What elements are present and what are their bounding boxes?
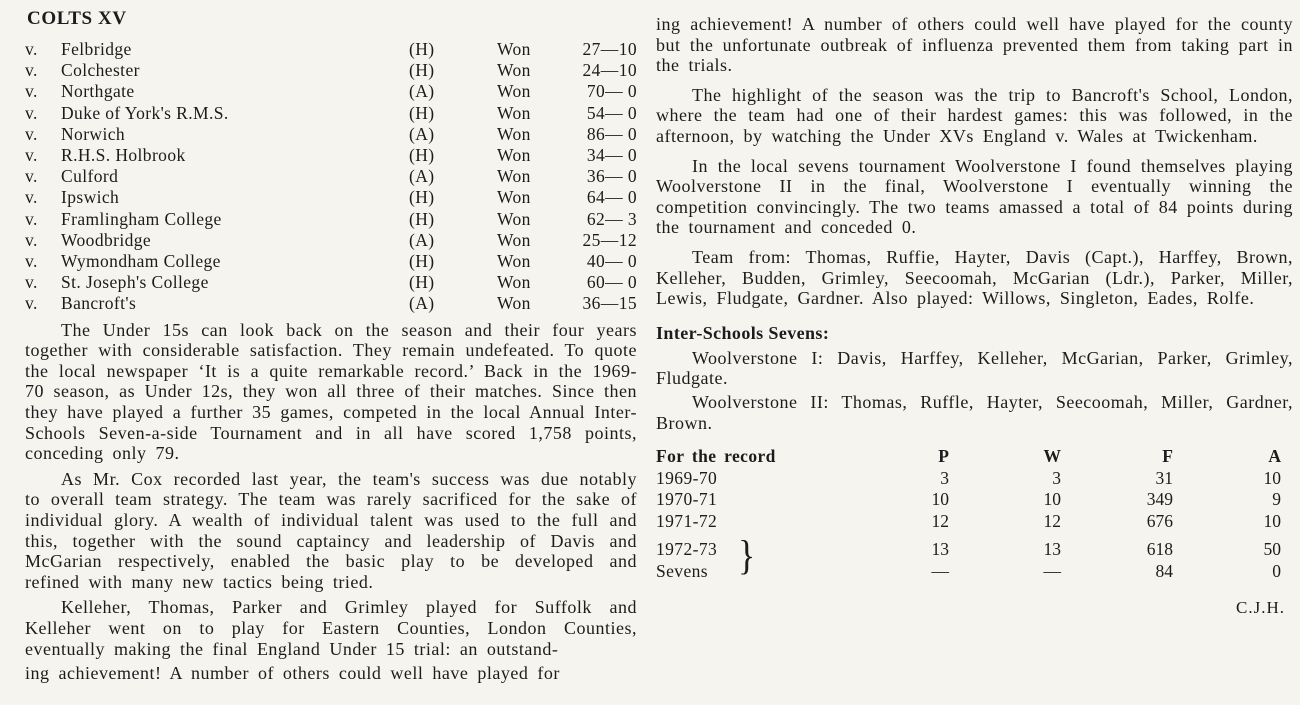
- record-played-value: 13: [931, 539, 949, 560]
- record-season-label: Sevens: [656, 560, 708, 581]
- match-prefix: v.: [25, 251, 38, 272]
- match-opponent: Colchester: [61, 60, 140, 81]
- match-score: 27—10: [582, 39, 637, 59]
- paragraph-achievement-continued: ing achievement! A number of others could well have played for the county but the unfortunate outbreak of influenza prevented them from taking part in the trials.: [656, 14, 1293, 76]
- match-row: [25, 39, 637, 60]
- paragraph-team-strategy: As Mr. Cox recorded last year, the team's success was due notably to overall team strategy. The team was rarely sacrificed for the sake of individual glory. A wealth of individual talent was used to the full and this, together with the sound captaincy and leadership of Davis and McGarian respectively, enabled the basic play to be developed and refined with many new tactics being tried.: [25, 468, 637, 592]
- column-header-against: A: [1268, 446, 1281, 467]
- match-prefix: v.: [25, 60, 38, 81]
- match-result: Won: [497, 251, 531, 272]
- record-row: [656, 489, 1293, 511]
- match-score: 86— 0: [586, 123, 637, 144]
- record-season-label: 1970-71: [656, 489, 718, 510]
- match-results-table: [25, 39, 637, 315]
- match-score: 36— 0: [586, 166, 637, 187]
- clipped-last-line: ing achievement! A number of others could well have played for: [25, 663, 560, 684]
- record-won-value: —: [1043, 560, 1061, 581]
- match-opponent: Northgate: [61, 81, 135, 102]
- paragraph-county-honours: Kelleher, Thomas, Parker and Grimley played for Suffolk and Kelleher went on to play for Eastern Counties, London Counties, eventually making the final England Under 15 trial: an outstand-: [25, 597, 637, 659]
- right-column: [656, 14, 1293, 618]
- match-row: [25, 293, 637, 314]
- match-prefix: v.: [25, 272, 38, 293]
- match-venue: (H): [409, 145, 435, 166]
- match-score: 40— 0: [586, 251, 637, 272]
- woolverstone-two-list: Woolverstone II: Thomas, Ruffle, Hayter, Seecoomah, Miller, Gardner, Brown.: [656, 391, 1293, 433]
- match-score: 36—15: [582, 293, 637, 314]
- match-prefix: v.: [25, 293, 38, 314]
- record-against-value: 50: [1263, 539, 1281, 560]
- record-for-value: 31: [1155, 467, 1173, 488]
- match-venue: (A): [409, 123, 435, 144]
- match-venue: (A): [409, 166, 435, 187]
- match-venue: (A): [409, 229, 435, 250]
- match-prefix: v.: [25, 81, 38, 102]
- record-season-label: 1971-72: [656, 510, 718, 531]
- match-score: 70— 0: [586, 81, 637, 102]
- record-won-value: 10: [1043, 489, 1061, 510]
- match-row: [25, 81, 637, 102]
- match-opponent: Norwich: [61, 123, 126, 144]
- left-column: [25, 8, 637, 684]
- record-played-value: 3: [940, 467, 949, 488]
- match-score: 54— 0: [586, 102, 637, 123]
- match-opponent: Duke of York's R.M.S.: [61, 102, 229, 123]
- match-result: Won: [497, 39, 531, 59]
- match-result: Won: [497, 187, 531, 208]
- match-row: [25, 124, 637, 145]
- match-result: Won: [497, 60, 531, 81]
- match-result: Won: [497, 293, 531, 314]
- match-result: Won: [497, 123, 531, 144]
- match-row: [25, 60, 637, 81]
- match-opponent: St. Joseph's College: [61, 272, 209, 293]
- record-against-value: 10: [1263, 510, 1281, 531]
- match-row: [25, 103, 637, 124]
- match-opponent: Woodbridge: [61, 229, 152, 250]
- match-score: 60— 0: [586, 272, 637, 293]
- record-for-value: 618: [1146, 539, 1173, 560]
- record-played-value: 10: [931, 489, 949, 510]
- match-score: 25—12: [582, 229, 637, 250]
- match-venue: (H): [409, 102, 435, 123]
- match-row: [25, 251, 637, 272]
- record-for-value: 84: [1155, 560, 1173, 581]
- match-score: 34— 0: [586, 145, 637, 166]
- match-opponent: Bancroft's: [61, 293, 137, 314]
- match-row: [25, 209, 637, 230]
- record-for-value: 349: [1146, 489, 1173, 510]
- record-played-value: —: [931, 560, 949, 581]
- match-row: [25, 166, 637, 187]
- match-prefix: v.: [25, 208, 38, 229]
- match-result: Won: [497, 229, 531, 250]
- match-venue: (H): [409, 39, 435, 59]
- match-row: [25, 187, 637, 208]
- match-score: 62— 3: [586, 208, 637, 229]
- paragraph-sevens-tournament: In the local sevens tournament Woolverstone I found themselves playing Woolverstone II in the final, Woolverstone I eventually winning the competition convincingly. The two teams amassed a total of 84 points during the tournament and conceded 0.: [656, 155, 1293, 238]
- inter-schools-sevens-heading: Inter-Schools Sevens:: [656, 322, 830, 343]
- record-against-value: 9: [1272, 489, 1281, 510]
- match-venue: (H): [409, 272, 435, 293]
- record-season-label: 1969-70: [656, 467, 718, 488]
- match-result: Won: [497, 208, 531, 229]
- match-prefix: v.: [25, 145, 38, 166]
- author-initials: C.J.H.: [1236, 598, 1285, 618]
- record-played-value: 12: [931, 510, 949, 531]
- record-against-value: 0: [1272, 560, 1281, 581]
- match-opponent: Felbridge: [61, 39, 132, 59]
- record-row: [656, 468, 1293, 490]
- match-row: [25, 230, 637, 251]
- match-venue: (H): [409, 60, 435, 81]
- record-table-header: [656, 446, 1293, 468]
- column-header-played: P: [938, 446, 949, 467]
- match-venue: (H): [409, 208, 435, 229]
- match-prefix: v.: [25, 123, 38, 144]
- column-header-for: F: [1162, 446, 1173, 467]
- match-venue: (H): [409, 251, 435, 272]
- record-won-value: 12: [1043, 510, 1061, 531]
- match-score: 64— 0: [586, 187, 637, 208]
- match-venue: (A): [409, 293, 435, 314]
- record-won-value: 13: [1043, 539, 1061, 560]
- paragraph-team-list: Team from: Thomas, Ruffie, Hayter, Davis (Capt.), Harffey, Brown, Kelleher, Budden, Grimley, Seecoomah, McGarian (Ldr.), Parker, Miller, Lewis, Fludgate, Gardner. Also played: Willows, Singleton, Eades, Rolfe.: [656, 246, 1293, 309]
- match-venue: (H): [409, 187, 435, 208]
- match-result: Won: [497, 81, 531, 102]
- match-result: Won: [497, 166, 531, 187]
- match-venue: (A): [409, 81, 435, 102]
- brace-glyph: }: [738, 532, 756, 579]
- match-score: 24—10: [582, 60, 637, 81]
- match-opponent: R.H.S. Holbrook: [61, 145, 186, 166]
- record-table: [656, 446, 1293, 582]
- match-result: Won: [497, 272, 531, 293]
- record-season-label: 1972-73: [656, 539, 718, 560]
- paragraph-season-review: The Under 15s can look back on the season and their four years together with considerable satisfaction. They remain undefeated. To quote the local newspaper ‘It is a quite remarkable record.’ Back in the 1969-70 season, as Under 12s, they won all three of their matches. Since then they have played a further 35 games, competed in the local Annual Inter-Schools Seven-a-side Tournament and in all have scored 1,758 points, conceding only 79.: [25, 319, 637, 464]
- page-title: COLTS XV: [27, 8, 127, 29]
- match-prefix: v.: [25, 166, 38, 187]
- match-row: [25, 145, 637, 166]
- match-prefix: v.: [25, 229, 38, 250]
- match-prefix: v.: [25, 39, 38, 59]
- record-against-value: 10: [1263, 467, 1281, 488]
- match-result: Won: [497, 145, 531, 166]
- match-row: [25, 272, 637, 293]
- record-for-value: 676: [1146, 510, 1173, 531]
- match-prefix: v.: [25, 187, 38, 208]
- match-prefix: v.: [25, 102, 38, 123]
- record-won-value: 3: [1052, 467, 1061, 488]
- match-opponent: Wymondham College: [61, 251, 221, 272]
- woolverstone-one-list: Woolverstone I: Davis, Harffey, Kelleher, McGarian, Parker, Grimley, Fludgate.: [656, 347, 1293, 389]
- match-opponent: Framlingham College: [61, 208, 222, 229]
- match-result: Won: [497, 102, 531, 123]
- record-table-title: For the record: [656, 446, 776, 467]
- match-opponent: Culford: [61, 166, 119, 187]
- match-opponent: Ipswich: [61, 187, 120, 208]
- paragraph-season-highlight: The highlight of the season was the trip to Bancroft's School, London, where the team had one of their hardest games: this was followed, in the afternoon, by watching the Under XVs England v. Wales at Twickenham.: [656, 84, 1293, 146]
- column-header-won: W: [1043, 446, 1061, 467]
